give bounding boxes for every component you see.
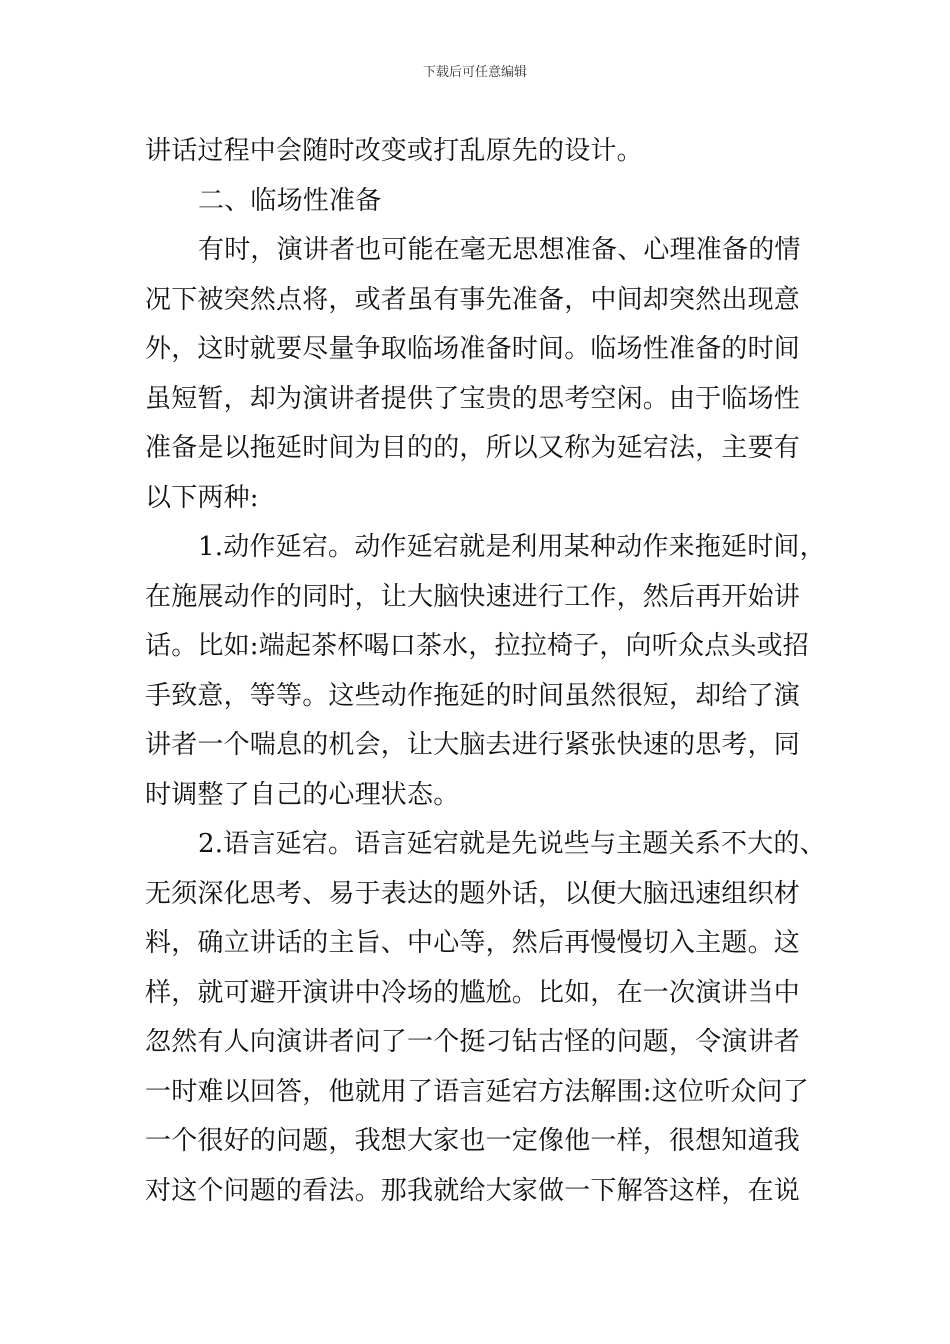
text-line: 对这个问题的看法。那我就给大家做一下解答这样，在说 <box>145 1175 801 1206</box>
text-line: 忽然有人向演讲者问了一个挺刁钻古怪的问题，令演讲者 <box>145 1027 801 1057</box>
text-line: 话。比如:端起茶杯喝口茶水，拉拉椅子，向听众点头或招 <box>145 631 809 661</box>
text-line: 外，这时就要尽量争取临场准备时间。临场性准备的时间 <box>145 334 801 364</box>
text-line: 在施展动作的同时，让大脑快速进行工作，然后再开始讲 <box>145 581 801 612</box>
text-line: 以下两种: <box>145 482 259 513</box>
text-line: 讲话过程中会随时改变或打乱原先的设计。 <box>145 136 643 166</box>
text-line: 况下被突然点将，或者虽有事先准备，中间却突然出现意 <box>145 284 801 315</box>
text-line: 无须深化思考、易于表达的题外话，以便大脑迅速组织材 <box>145 878 801 909</box>
document-body <box>145 127 826 1216</box>
text-line: 虽短暂，却为演讲者提供了宝贵的思考空闲。由于临场性 <box>145 383 801 414</box>
text-line: 时调整了自己的心理状态。 <box>145 779 460 810</box>
section-heading: 二、临场性准备 <box>198 185 382 216</box>
list-item-text: 1.动作延宕。动作延宕就是利用某种动作来拖延时间， <box>198 532 826 562</box>
page-header: 下载后可任意编辑 <box>422 65 527 80</box>
list-item-text: 2.语言延宕。语言延宕就是先说些与主题关系不大的、 <box>198 829 826 859</box>
text-line: 准备是以拖延时间为目的的，所以又称为延宕法，主要有 <box>145 433 801 463</box>
text-line: 有时，演讲者也可能在毫无思想准备、心理准备的情 <box>198 235 801 265</box>
text-line: 手致意，等等。这些动作拖延的时间虽然很短，却给了演 <box>145 680 801 711</box>
text-line: 一时难以回答，他就用了语言延宕方法解围:这位听众问了 <box>145 1076 809 1107</box>
text-line: 料，确立讲话的主旨、中心等，然后再慢慢切入主题。这 <box>145 928 801 958</box>
text-line: 样，就可避开演讲中冷场的尴尬。比如，在一次演讲当中 <box>145 977 801 1008</box>
text-line: 一个很好的问题，我想大家也一定像他一样，很想知道我 <box>145 1126 801 1156</box>
text-line: 讲者一个喘息的机会，让大脑去进行紧张快速的思考，同 <box>145 730 801 760</box>
